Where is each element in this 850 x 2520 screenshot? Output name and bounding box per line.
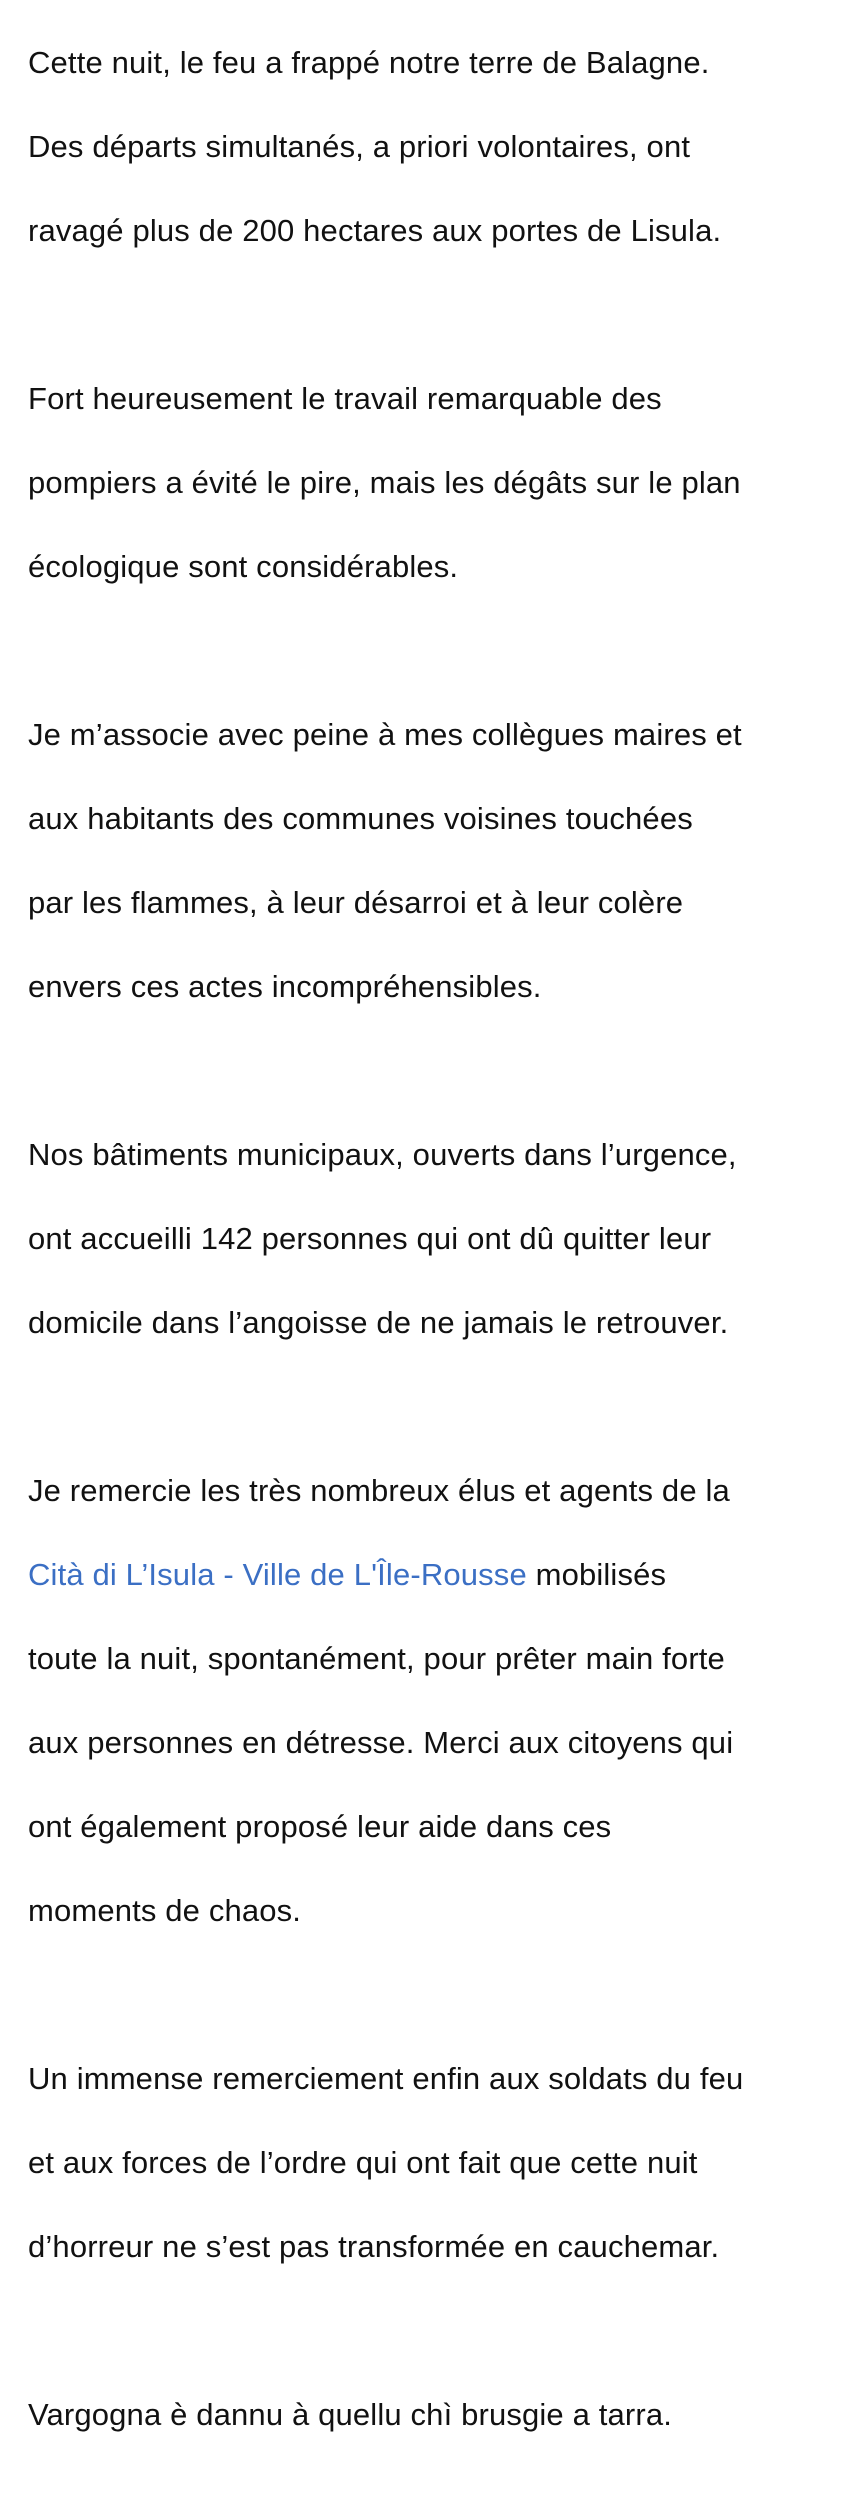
paragraph-fire-intro [28, 0, 838, 294]
text-line: Un immense remerciement enfin aux soldats du feu [28, 2061, 744, 2096]
text-line-with-mention [28, 1554, 838, 1596]
text-line: Vargogna è dannu à quellu chì brusgie a tarra. [28, 2397, 672, 2432]
text-line: par les flammes, à leur désarroi et à leur colère [28, 885, 684, 920]
text-line: Fort heureusement le travail remarquable des [28, 381, 662, 416]
text-line: ont également proposé leur aide dans ces [28, 1809, 612, 1844]
text-line: Nos bâtiments municipaux, ouverts dans l’urgence, [28, 1137, 737, 1172]
paragraph-closing [28, 2352, 838, 2478]
text-line: envers ces actes incompréhensibles. [28, 969, 542, 1004]
text-line: moments de chaos. [28, 1893, 302, 1928]
paragraph-thanks-agents [28, 1428, 838, 1974]
paragraph-solidarity [28, 672, 838, 1050]
text-line: ravagé plus de 200 hectares aux portes de Lisula. [28, 213, 722, 248]
text-line: aux habitants des communes voisines touchées [28, 801, 693, 836]
text-line: Je m’associe avec peine à mes collègues maires et [28, 717, 742, 752]
mention-link-cita-di-lisula[interactable]: Cità di L’Isula - Ville de L'Île-Rousse [28, 1557, 527, 1592]
paragraph-firefighters [28, 336, 838, 630]
text-line: d’horreur ne s’est pas transformée en cauchemar. [28, 2229, 720, 2264]
paragraph-shelter [28, 1092, 838, 1386]
text-line: toute la nuit, spontanément, pour prêter main forte [28, 1641, 725, 1676]
text-line: Cette nuit, le feu a frappé notre terre de Balagne. [28, 45, 710, 80]
text-line: Je remercie les très nombreux élus et agents de la [28, 1473, 730, 1508]
text-line: écologique sont considérables. [28, 549, 459, 584]
post-body [28, 0, 838, 2520]
text-fragment: mobilisés [526, 1557, 667, 1592]
text-line: Des départs simultanés, a priori volontaires, ont [28, 129, 691, 164]
text-line: et aux forces de l’ordre qui ont fait que cette nuit [28, 2145, 698, 2180]
text-line: domicile dans l’angoisse de ne jamais le retrouver. [28, 1305, 729, 1340]
text-line: ont accueilli 142 personnes qui ont dû quitter leur [28, 1221, 712, 1256]
text-line: aux personnes en détresse. Merci aux citoyens qui [28, 1725, 734, 1760]
text-line: pompiers a évité le pire, mais les dégâts sur le plan [28, 465, 741, 500]
paragraph-thanks-soldiers [28, 2016, 838, 2310]
